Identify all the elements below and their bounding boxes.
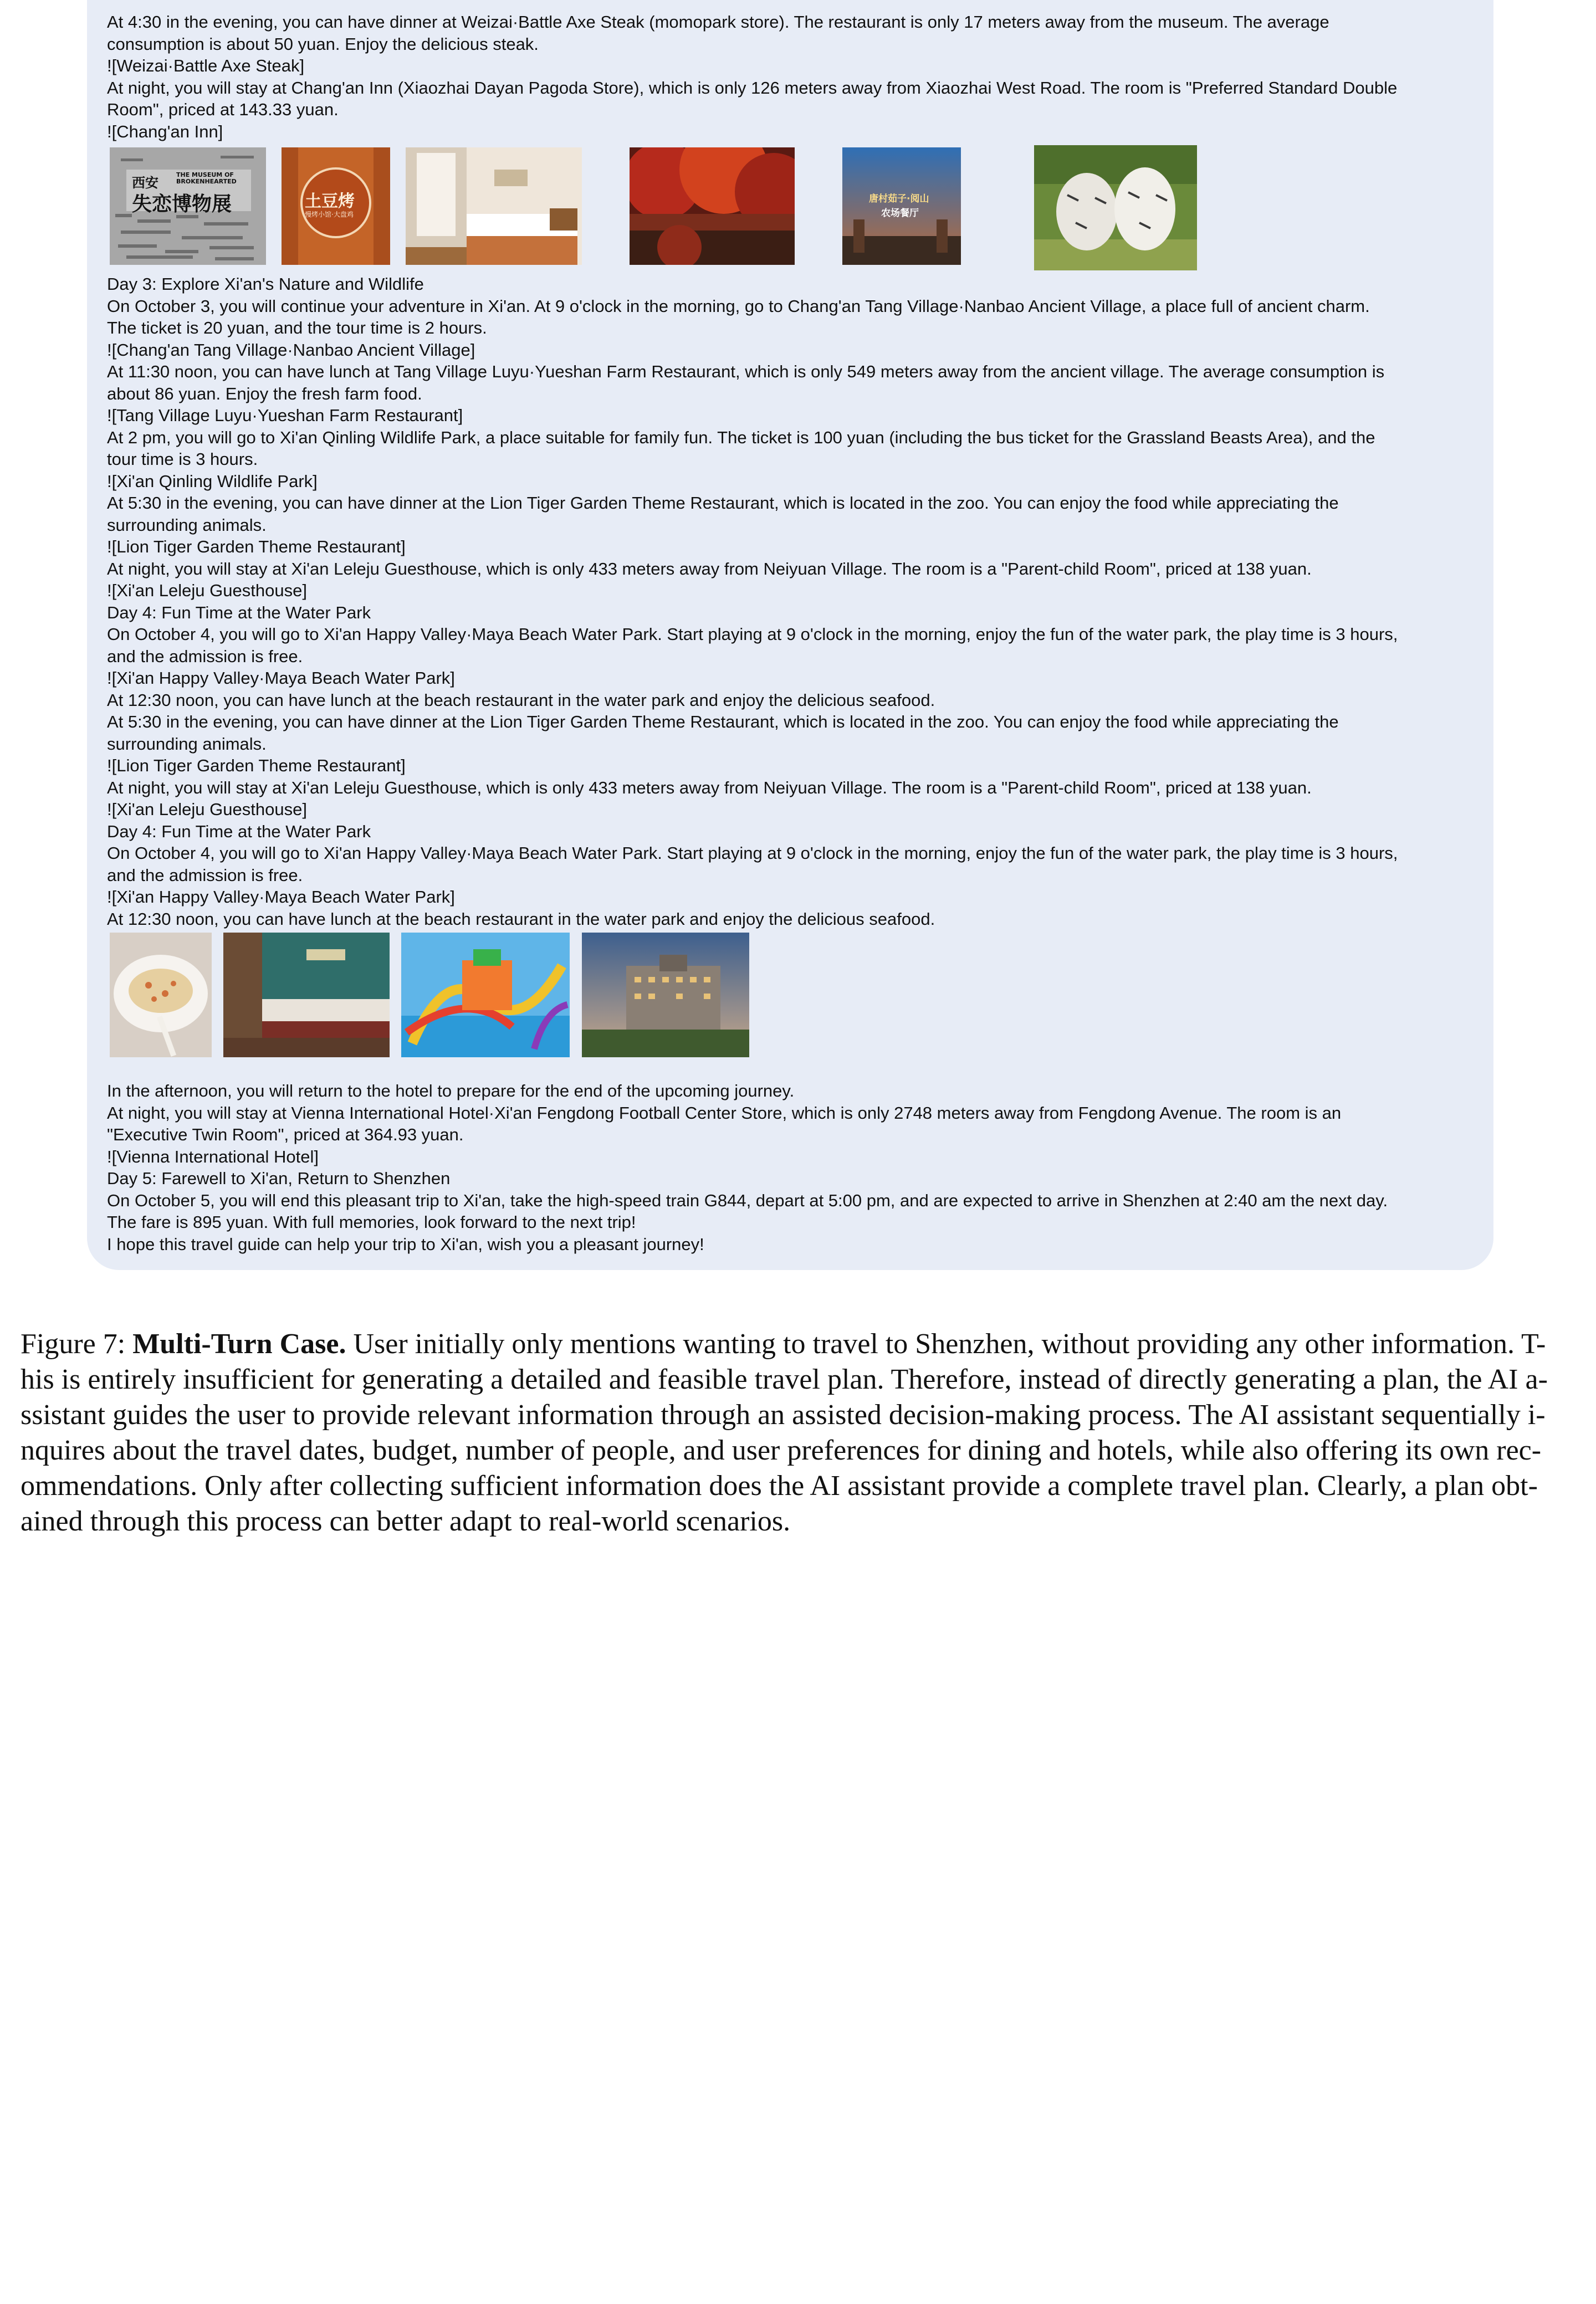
caption-line: ained through this process can better adapt to real-world scenarios. (21, 1506, 791, 1537)
text-line: ![Xi'an Qinling Wildlife Park] (107, 471, 318, 491)
farm-sign-text: 唐村茹子·阅山 (869, 193, 929, 204)
day-heading: Day 5: Farewell to Xi'an, Return to Shenzhen (107, 1169, 451, 1188)
farm-restaurant-photo (842, 147, 961, 265)
text-line: tour time is 3 hours. (107, 449, 258, 469)
caption-line: his is entirely insufficient for generating a detailed and feasible travel plan. Therefore, instead of directly generating a plan, the AI a- (21, 1364, 1548, 1395)
text-line: Room", priced at 143.33 yuan. (107, 100, 339, 119)
text-line: ![Lion Tiger Garden Theme Restaurant] (107, 537, 406, 556)
text-line: and the admission is free. (107, 865, 303, 885)
text-line: ![Xi'an Happy Valley·Maya Beach Water Park] (107, 887, 455, 907)
white-tigers-photo (1034, 145, 1197, 270)
museum-title-cn-2: 失恋博物展 (132, 193, 232, 216)
text-line: The ticket is 20 yuan, and the tour time is 2 hours. (107, 318, 487, 337)
text-line: ![Lion Tiger Garden Theme Restaurant] (107, 756, 406, 775)
museum-photo (110, 147, 266, 265)
day-heading: Day 3: Explore Xi'an's Nature and Wildlife (107, 274, 424, 294)
text-line: At 12:30 noon, you can have lunch at the beach restaurant in the water park and enjoy the delicious seafood. (107, 690, 935, 710)
water-park-photo (401, 933, 570, 1057)
text-line: On October 5, you will end this pleasant trip to Xi'an, take the high-speed train G844, depart at 5:00 pm, and are expected to arrive in Shenzhen at 2:40 am the next day. (107, 1190, 1388, 1210)
text-line: On October 3, you will continue your adventure in Xi'an. At 9 o'clock in the morning, go to Chang'an Tang Village·Nanbao Ancient Village, a place full of ancient charm. (107, 296, 1370, 316)
vienna-hotel-photo (582, 933, 749, 1057)
text-line: ![Xi'an Happy Valley·Maya Beach Water Park] (107, 668, 455, 688)
hotel-room-photo (406, 147, 582, 265)
text-line: surrounding animals. (107, 515, 267, 535)
text-line: At 11:30 noon, you can have lunch at Tang Village Luyu·Yueshan Farm Restaurant, which is only 549 meters away from the ancient village. The average consumption is (107, 362, 1385, 381)
steak-logo-subtext: 慢烤小馆·大盘鸡 (305, 211, 354, 218)
day-heading: Day 4: Fun Time at the Water Park (107, 821, 371, 841)
text-line: consumption is about 50 yuan. Enjoy the delicious steak. (107, 34, 539, 54)
figure-caption (21, 1327, 1583, 1539)
text-line: At 4:30 in the evening, you can have dinner at Weizai·Battle Axe Steak (momopark store). The restaurant is only 17 meters away from the museum. The average (107, 12, 1329, 32)
text-line: about 86 yuan. Enjoy the fresh farm food. (107, 383, 422, 403)
text-line: ![Weizai·Battle Axe Steak] (107, 56, 305, 75)
caption-line: nquires about the travel dates, budget, number of people, and user preferences for dining and hotels, while also offering its own rec- (21, 1435, 1542, 1466)
text-line: At 12:30 noon, you can have lunch at the beach restaurant in the water park and enjoy the delicious seafood. (107, 909, 935, 929)
figure-title: Multi-Turn Case. (132, 1328, 346, 1360)
text-line: ![Xi'an Leleju Guesthouse] (107, 800, 307, 819)
text-line: surrounding animals. (107, 734, 267, 754)
text-line: ![Chang'an Inn] (107, 121, 223, 141)
museum-title-cn: 西安 (132, 175, 158, 191)
caption-line: ssistant guides the user to provide relevant information through an assisted decision-making process. The AI assistant sequentially i- (21, 1399, 1546, 1431)
figure-label: Figure 7: (21, 1328, 133, 1360)
message-text-block-1 (107, 11, 1517, 142)
caption-text: User initially only mentions wanting to travel to Shenzhen, without providing any other information. T- (346, 1328, 1546, 1360)
text-line: "Executive Twin Room", priced at 364.93 yuan. (107, 1125, 464, 1144)
caption-line: ommendations. Only after collecting sufficient information does the AI assistant provide a complete travel plan. Clearly, a plan obt- (21, 1470, 1538, 1502)
text-line: ![Tang Village Luyu·Yueshan Farm Restaurant] (107, 406, 463, 425)
caption-line (21, 1327, 1583, 1362)
text-line: At 2 pm, you will go to Xi'an Qinling Wildlife Park, a place suitable for family fun. The ticket is 100 yuan (including the bus ticket for the Grassland Beasts Area), and the (107, 427, 1375, 447)
guesthouse-room-photo (223, 933, 390, 1057)
text-line: At night, you will stay at Xi'an Leleju Guesthouse, which is only 433 meters away from Neiyuan Village. The room is a "Parent-child Room", priced at 138 yuan. (107, 777, 1312, 797)
farm-sign-subtext: 农场餐厅 (881, 208, 919, 219)
day-heading: Day 4: Fun Time at the Water Park (107, 602, 371, 622)
text-line: I hope this travel guide can help your trip to Xi'an, wish you a pleasant journey! (107, 1234, 704, 1254)
text-line: At night, you will stay at Chang'an Inn (Xiaozhai Dayan Pagoda Store), which is only 126 meters away from Xiaozhai West Road. The room is "Preferred Standard Double (107, 78, 1398, 98)
text-line: On October 4, you will go to Xi'an Happy Valley·Maya Beach Water Park. Start playing at 9 o'clock in the morning, enjoy the fun of the water park, the play time is 3 hours, (107, 624, 1398, 644)
text-line: ![Xi'an Leleju Guesthouse] (107, 581, 307, 600)
text-line: At night, you will stay at Vienna International Hotel·Xi'an Fengdong Football Center Store, which is only 2748 meters away from Fengdong Avenue. The room is an (107, 1103, 1342, 1123)
text-line: and the admission is free. (107, 646, 303, 666)
steak-restaurant-photo (282, 147, 390, 265)
steak-logo-text: 土豆烤 (305, 192, 355, 211)
autumn-village-photo (630, 147, 795, 265)
text-line: ![Chang'an Tang Village·Nanbao Ancient Village] (107, 340, 475, 360)
text-line: At 5:30 in the evening, you can have dinner at the Lion Tiger Garden Theme Restaurant, which is located in the zoo. You can enjoy the food while appreciating the (107, 712, 1339, 731)
text-line: At 5:30 in the evening, you can have dinner at the Lion Tiger Garden Theme Restaurant, which is located in the zoo. You can enjoy the food while appreciating the (107, 493, 1339, 513)
message-text-block-3 (107, 1080, 1517, 1255)
message-text-block-2 (107, 273, 1517, 930)
museum-title-en: THE MUSEUM OF BROKENHEARTED (176, 171, 237, 185)
text-line: The fare is 895 yuan. With full memories, look forward to the next trip! (107, 1212, 636, 1232)
text-line: On October 4, you will go to Xi'an Happy Valley·Maya Beach Water Park. Start playing at 9 o'clock in the morning, enjoy the fun of the water park, the play time is 3 hours, (107, 843, 1398, 863)
text-line: At night, you will stay at Xi'an Leleju Guesthouse, which is only 433 meters away from Neiyuan Village. The room is a "Parent-child Room", priced at 138 yuan. (107, 559, 1312, 578)
seafood-dish-photo (110, 933, 212, 1057)
text-line: In the afternoon, you will return to the hotel to prepare for the end of the upcoming journey. (107, 1081, 795, 1100)
text-line: ![Vienna International Hotel] (107, 1146, 319, 1166)
